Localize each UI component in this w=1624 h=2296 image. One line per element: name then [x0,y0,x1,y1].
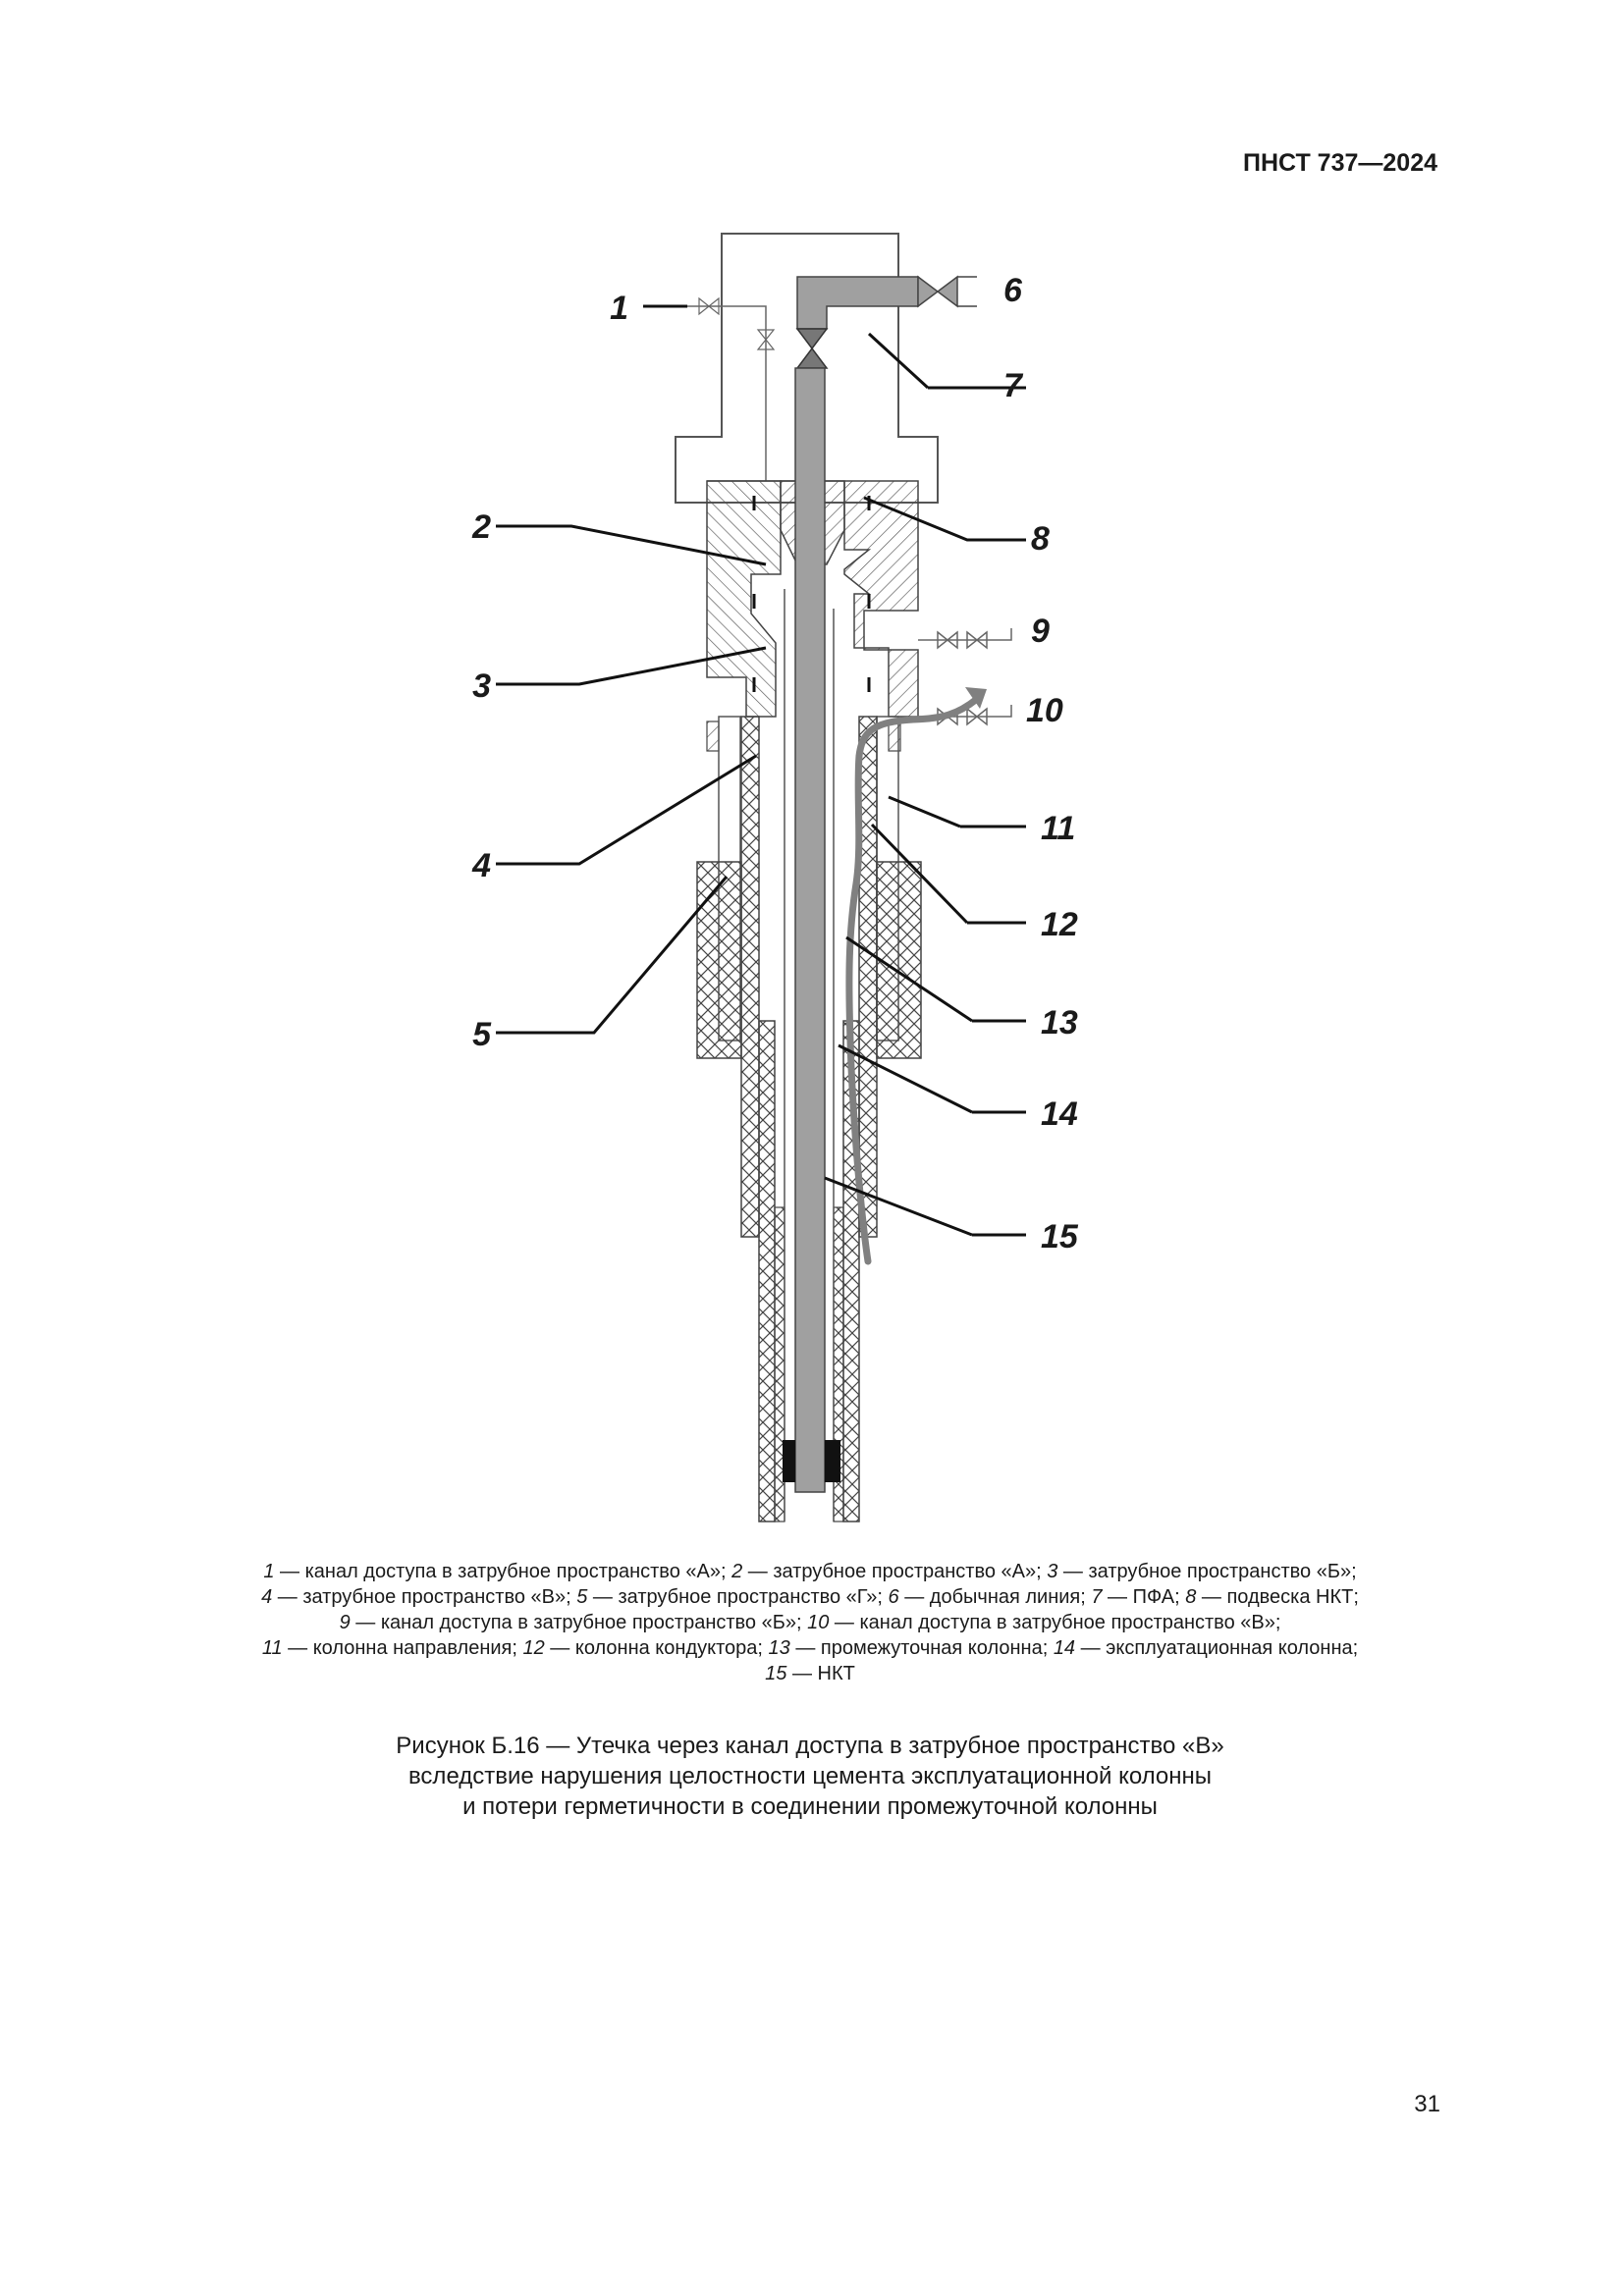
callout-9: 9 [1031,613,1050,650]
legend-line-4: 11 — колонна направления; 12 — колонна кондуктора; 13 — промежуточная колонна; 14 — эксплуатационная колонна; [261,1637,1359,1659]
figure-legend [147,1559,1473,1686]
document-code: ПНСТ 737—2024 [1243,149,1437,177]
callout-8: 8 [1031,520,1050,558]
casing-12-left [741,717,759,1237]
figure-caption [147,1731,1473,1822]
casing-13-left [759,1021,775,1522]
hanger-left [707,481,781,717]
master-valve [797,329,827,368]
legend-line-1: 1 — канал доступа в затрубное пространство «А»; 2 — затрубное пространство «А»; 3 — затрубное пространство «Б»; [263,1561,1357,1582]
legend-line-3: 9 — канал доступа в затрубное пространство «Б»; 10 — канал доступа в затрубное пространство «В»; [339,1612,1281,1633]
callout-12: 12 [1041,906,1078,943]
packer-left [783,1440,795,1482]
callout-7: 7 [1003,367,1022,404]
callout-5: 5 [472,1016,491,1053]
cement-g-right [877,862,921,1058]
packer-right [825,1440,840,1482]
callout-11: 11 [1041,810,1076,847]
legend-line-5: 15 — НКТ [765,1663,855,1684]
access-channel-a [687,306,766,481]
callout-6: 6 [1003,272,1022,309]
caption-line-2: вследствие нарушения целостности цемента эксплуатационной колонны [407,1763,1213,1789]
caption-line-1: Рисунок Б.16 — Утечка через канал доступа в затрубное пространство «В» [396,1733,1224,1759]
callout-13: 13 [1041,1004,1078,1041]
callout-1: 1 [610,290,628,327]
callout-14: 14 [1041,1095,1078,1133]
page-number: 31 [1414,2091,1440,2117]
callout-10: 10 [1026,692,1063,729]
production-line-valve [918,277,957,306]
access-channel-b [918,628,1011,648]
casing-11-flange-left [707,721,719,751]
callout-4: 4 [472,847,491,884]
callout-3: 3 [472,667,491,705]
legend-line-2: 4 — затрубное пространство «В»; 5 — затрубное пространство «Г»; 6 — добычная линия; 7 — ПФА; 8 — подвеска НКТ; [261,1586,1359,1608]
caption-line-3: и потери герметичности в соединении промежуточной колонны [462,1793,1158,1820]
cement-g-left [697,862,741,1058]
callout-2: 2 [472,508,491,546]
tubing [795,368,825,1492]
callout-15: 15 [1041,1218,1078,1255]
production-line [797,277,918,329]
